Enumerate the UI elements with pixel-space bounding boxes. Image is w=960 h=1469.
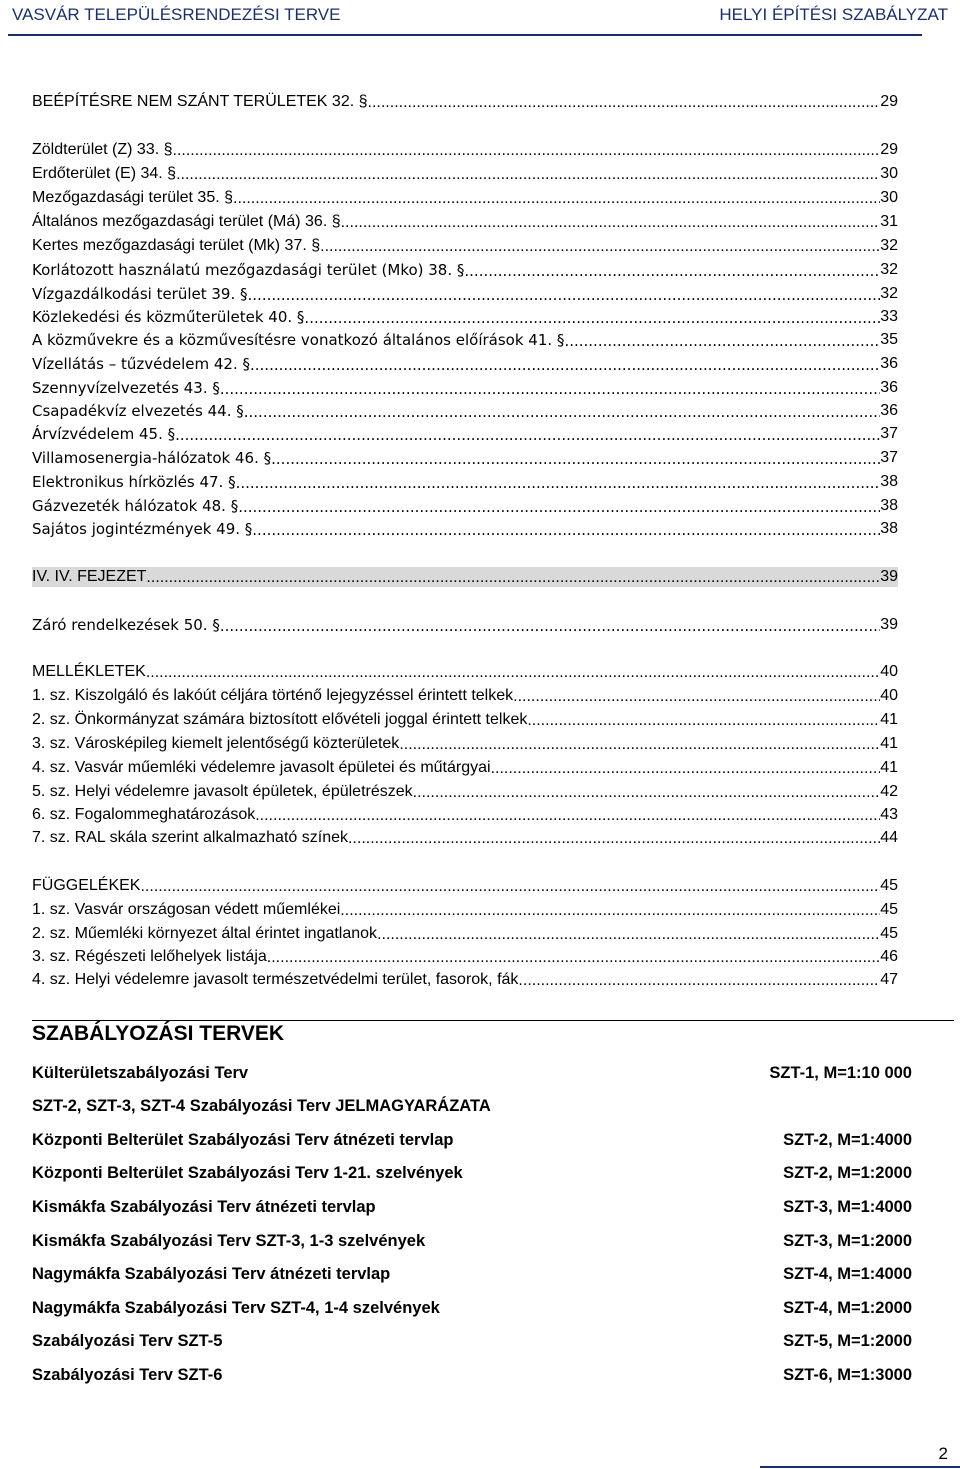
section-rule: [32, 1020, 954, 1021]
toc-entry[interactable]: Mezőgazdasági terület 35. § ..... 30: [32, 188, 898, 208]
toc-entry[interactable]: Villamosenergia-hálózatok 46. § ..... 37: [32, 448, 898, 468]
plan-row: SZT-2, SZT-3, SZT-4 Szabályozási Terv JELMAGYARÁZATA: [32, 1097, 491, 1115]
toc-entry[interactable]: 2. sz. Önkormányzat számára biztosított elővételi joggal érintett telkek ..... 41: [32, 710, 898, 730]
toc-entry[interactable]: 4. sz. Helyi védelemre javasolt természetvédelmi terület, fasorok, fák ..... 47: [32, 970, 898, 990]
toc-entry[interactable]: Erdőterület (E) 34. § ..... 30: [32, 164, 898, 184]
toc-entry[interactable]: Általános mezőgazdasági terület (Má) 36. § ..... 31: [32, 212, 898, 232]
toc-entry[interactable]: Közlekedési és közműterületek 40. § ..... 33: [32, 307, 898, 327]
plan-row: Nagymákfa Szabályozási Terv átnézeti tervlap SZT-4, M=1:4000: [32, 1265, 912, 1283]
toc-entry[interactable]: Záró rendelkezések 50. § ..... 39: [32, 615, 898, 635]
toc-entry[interactable]: Szennyvízelvezetés 43. § ..... 36: [32, 378, 898, 398]
toc-entry[interactable]: A közművekre és a közművesítésre vonatkozó általános előírások 41. § ..... 35: [32, 330, 898, 350]
toc-entry[interactable]: 3. sz. Régészeti lelőhelyek listája ..... 46: [32, 947, 898, 967]
toc-entry[interactable]: Zöldterület (Z) 33. § ..... 29: [32, 140, 898, 160]
toc-entry[interactable]: 3. sz. Városképileg kiemelt jelentőségű közterületek ..... 41: [32, 734, 898, 754]
page-header: [0, 4, 960, 26]
header-left-title: VASVÁR TELEPÜLÉSRENDEZÉSI TERVE: [12, 5, 341, 24]
page-number: 2: [938, 1444, 948, 1463]
plan-row: Szabályozási Terv SZT-5 SZT-5, M=1:2000: [32, 1332, 912, 1350]
toc-entry[interactable]: Gázvezeték hálózatok 48. § ..... 38: [32, 496, 898, 516]
toc-entry-chapter[interactable]: IV. IV. FEJEZET ..... 39: [32, 567, 898, 587]
plan-row: Nagymákfa Szabályozási Terv SZT-4, 1-4 szelvények SZT-4, M=1:2000: [32, 1299, 912, 1317]
section-title: SZABÁLYOZÁSI TERVEK: [32, 1022, 285, 1045]
toc-entry[interactable]: Korlátozott használatú mezőgazdasági terület (Mko) 38. § ..... 32: [32, 260, 898, 280]
toc-entry[interactable]: 1. sz. Vasvár országosan védett műemlékei ..... 45: [32, 900, 898, 920]
toc-entry[interactable]: Kertes mezőgazdasági terület (Mk) 37. § ..... 32: [32, 236, 898, 256]
toc-entry[interactable]: 6. sz. Fogalommeghatározások ..... 43: [32, 805, 898, 825]
toc-entry[interactable]: FÜGGELÉKEK ..... 45: [32, 876, 898, 896]
toc-entry[interactable]: Vízellátás – tűzvédelem 42. § ..... 36: [32, 354, 898, 374]
toc-entry[interactable]: Sajátos jogintézmények 49. § ..... 38: [32, 519, 898, 539]
toc-entry[interactable]: 7. sz. RAL skála szerint alkalmazható színek ..... 44: [32, 828, 898, 848]
toc-entry[interactable]: 5. sz. Helyi védelemre javasolt épületek, épületrészek ..... 42: [32, 782, 898, 802]
plan-row: Központi Belterület Szabályozási Terv 1-21. szelvények SZT-2, M=1:2000: [32, 1164, 912, 1182]
toc-entry[interactable]: Vízgazdálkodási terület 39. § ..... 32: [32, 284, 898, 304]
toc-entry[interactable]: 1. sz. Kiszolgáló és lakóút céljára történő lejegyzéssel érintett telkek ..... 40: [32, 686, 898, 706]
toc-entry[interactable]: MELLÉKLETEK ..... 40: [32, 662, 898, 682]
toc-entry[interactable]: Árvízvédelem 45. § ..... 37: [32, 424, 898, 444]
plan-row: Kismákfa Szabályozási Terv SZT-3, 1-3 szelvények SZT-3, M=1:2000: [32, 1232, 912, 1250]
plan-row: Külterületszabályozási Terv SZT-1, M=1:10 000: [32, 1064, 912, 1082]
plan-row: Szabályozási Terv SZT-6 SZT-6, M=1:3000: [32, 1366, 912, 1384]
plan-row: Központi Belterület Szabályozási Terv átnézeti tervlap SZT-2, M=1:4000: [32, 1131, 912, 1149]
toc-entry[interactable]: BEÉPÍTÉSRE NEM SZÁNT TERÜLETEK 32. § ..... 29: [32, 92, 898, 112]
toc-entry[interactable]: Elektronikus hírközlés 47. § ..... 38: [32, 472, 898, 492]
toc-entry[interactable]: 2. sz. Műemléki környezet által érintet ingatlanok ..... 45: [32, 924, 898, 944]
toc-entry[interactable]: 4. sz. Vasvár műemléki védelemre javasolt épületei és műtárgyai ..... 41: [32, 758, 898, 778]
toc-entry[interactable]: Csapadékvíz elvezetés 44. § ..... 36: [32, 401, 898, 421]
plan-row: Kismákfa Szabályozási Terv átnézeti tervlap SZT-3, M=1:4000: [32, 1198, 912, 1216]
header-rule: [8, 34, 922, 36]
header-right-title: HELYI ÉPÍTÉSI SZABÁLYZAT: [719, 5, 948, 24]
footer-rule: [760, 1466, 960, 1468]
